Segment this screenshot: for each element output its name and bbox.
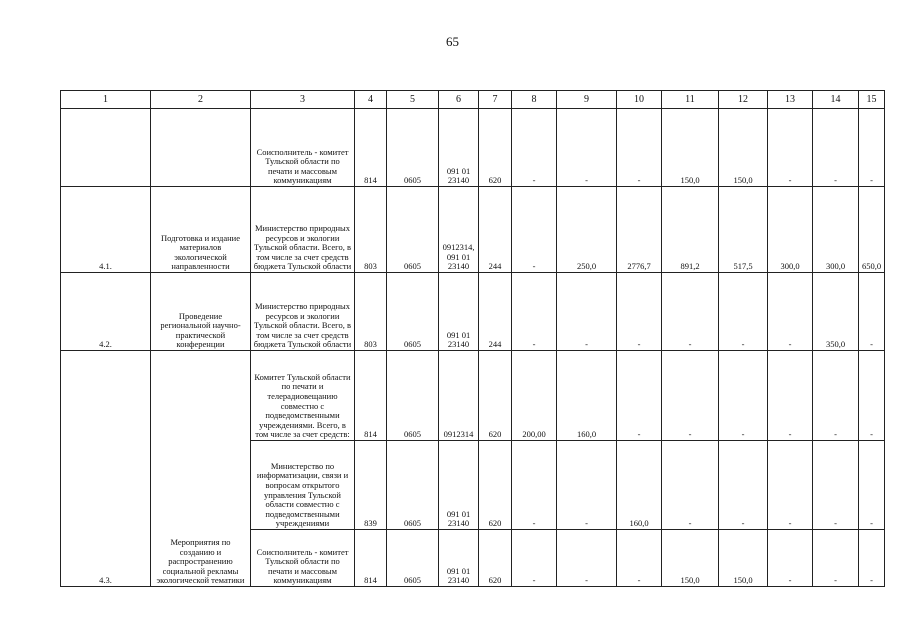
amount-cell: - bbox=[768, 530, 813, 587]
column-header: 10 bbox=[617, 91, 662, 109]
amount-cell: - bbox=[662, 441, 719, 530]
amount-cell: 160,0 bbox=[557, 351, 617, 441]
amount-cell: 160,0 bbox=[617, 441, 662, 530]
expense-type-cell: 620 bbox=[479, 351, 512, 441]
table-row bbox=[61, 351, 885, 441]
amount-cell: - bbox=[859, 441, 885, 530]
amount-cell: 300,0 bbox=[813, 187, 859, 273]
section-code-cell: 0605 bbox=[387, 273, 439, 351]
column-header: 5 bbox=[387, 91, 439, 109]
amount-cell: 150,0 bbox=[662, 109, 719, 187]
amount-cell: - bbox=[719, 351, 768, 441]
executor-cell: Соисполнитель - комитет Тульской области по печати и массовым коммуникациям bbox=[251, 109, 355, 187]
amount-cell: - bbox=[662, 273, 719, 351]
amount-cell: 891,2 bbox=[662, 187, 719, 273]
table-row bbox=[61, 109, 885, 187]
item-description-cell: Мероприятия по созданию и распространению социальной рекламы экологической тематики bbox=[151, 351, 251, 587]
item-description-cell: Подготовка и издание материалов экологической направленности bbox=[151, 187, 251, 273]
amount-cell: 300,0 bbox=[768, 187, 813, 273]
grbs-code-cell: 839 bbox=[355, 441, 387, 530]
amount-cell: - bbox=[859, 530, 885, 587]
expense-type-cell: 244 bbox=[479, 273, 512, 351]
amount-cell: - bbox=[557, 273, 617, 351]
section-code-cell: 0605 bbox=[387, 187, 439, 273]
section-code-cell: 0605 bbox=[387, 351, 439, 441]
amount-cell: - bbox=[617, 273, 662, 351]
item-description-cell: Проведение региональной научно-практической конференции bbox=[151, 273, 251, 351]
target-article-cell: 091 01 23140 bbox=[439, 273, 479, 351]
expense-type-cell: 620 bbox=[479, 530, 512, 587]
section-code-cell: 0605 bbox=[387, 441, 439, 530]
amount-cell: 517,5 bbox=[719, 187, 768, 273]
amount-cell: - bbox=[617, 351, 662, 441]
executor-cell: Министерство природных ресурсов и экологии Тульской области. Всего, в том числе за счет средств бюджета Тульской области bbox=[251, 187, 355, 273]
amount-cell: - bbox=[813, 530, 859, 587]
budget-table bbox=[60, 90, 885, 587]
grbs-code-cell: 814 bbox=[355, 109, 387, 187]
table-row bbox=[61, 273, 885, 351]
amount-cell: - bbox=[512, 530, 557, 587]
amount-cell: - bbox=[859, 109, 885, 187]
table-row bbox=[61, 187, 885, 273]
amount-cell: - bbox=[557, 530, 617, 587]
target-article-cell: 0912314 bbox=[439, 351, 479, 441]
column-header: 11 bbox=[662, 91, 719, 109]
column-header: 8 bbox=[512, 91, 557, 109]
column-header: 6 bbox=[439, 91, 479, 109]
grbs-code-cell: 803 bbox=[355, 273, 387, 351]
column-header: 9 bbox=[557, 91, 617, 109]
item-description-cell bbox=[151, 109, 251, 187]
amount-cell: - bbox=[512, 109, 557, 187]
amount-cell: - bbox=[557, 441, 617, 530]
amount-cell: - bbox=[617, 109, 662, 187]
target-article-cell: 091 01 23140 bbox=[439, 530, 479, 587]
amount-cell: - bbox=[813, 441, 859, 530]
grbs-code-cell: 814 bbox=[355, 351, 387, 441]
section-code-cell: 0605 bbox=[387, 109, 439, 187]
amount-cell: - bbox=[768, 441, 813, 530]
column-header: 12 bbox=[719, 91, 768, 109]
column-header: 13 bbox=[768, 91, 813, 109]
amount-cell: - bbox=[512, 441, 557, 530]
executor-cell: Министерство по информатизации, связи и вопросам открытого управления Тульской области совместно с подведомственными учреждениями bbox=[251, 441, 355, 530]
grbs-code-cell: 803 bbox=[355, 187, 387, 273]
section-code-cell: 0605 bbox=[387, 530, 439, 587]
executor-cell: Комитет Тульской области по печати и телерадиовещанию совместно с подведомственными учреждениями. Всего, в том числе за счет средств: bbox=[251, 351, 355, 441]
amount-cell: 2776,7 bbox=[617, 187, 662, 273]
target-article-cell: 091 01 23140 bbox=[439, 441, 479, 530]
column-header: 3 bbox=[251, 91, 355, 109]
amount-cell: 150,0 bbox=[662, 530, 719, 587]
amount-cell: 250,0 bbox=[557, 187, 617, 273]
amount-cell: - bbox=[617, 530, 662, 587]
page-number: 65 bbox=[446, 34, 459, 49]
column-header: 2 bbox=[151, 91, 251, 109]
target-article-cell: 091 01 23140 bbox=[439, 109, 479, 187]
column-header: 4 bbox=[355, 91, 387, 109]
item-number-cell: 4.2. bbox=[61, 273, 151, 351]
amount-cell: - bbox=[768, 109, 813, 187]
amount-cell: 200,00 bbox=[512, 351, 557, 441]
amount-cell: - bbox=[719, 441, 768, 530]
amount-cell: - bbox=[859, 273, 885, 351]
amount-cell: 350,0 bbox=[813, 273, 859, 351]
executor-cell: Министерство природных ресурсов и экологии Тульской области. Всего, в том числе за счет средств бюджета Тульской области bbox=[251, 273, 355, 351]
amount-cell: - bbox=[813, 351, 859, 441]
amount-cell: - bbox=[719, 273, 768, 351]
amount-cell: 650,0 bbox=[859, 187, 885, 273]
item-number-cell: 4.3. bbox=[61, 351, 151, 587]
expense-type-cell: 244 bbox=[479, 187, 512, 273]
amount-cell: - bbox=[512, 273, 557, 351]
amount-cell: - bbox=[768, 273, 813, 351]
amount-cell: 150,0 bbox=[719, 109, 768, 187]
item-number-cell bbox=[61, 109, 151, 187]
amount-cell: - bbox=[813, 109, 859, 187]
table-body bbox=[61, 91, 885, 587]
column-header: 1 bbox=[61, 91, 151, 109]
amount-cell: - bbox=[662, 351, 719, 441]
column-header: 14 bbox=[813, 91, 859, 109]
expense-type-cell: 620 bbox=[479, 441, 512, 530]
amount-cell: - bbox=[557, 109, 617, 187]
amount-cell: - bbox=[768, 351, 813, 441]
executor-cell: Соисполнитель - комитет Тульской области по печати и массовым коммуникациям bbox=[251, 530, 355, 587]
amount-cell: - bbox=[512, 187, 557, 273]
amount-cell: 150,0 bbox=[719, 530, 768, 587]
column-header: 15 bbox=[859, 91, 885, 109]
amount-cell: - bbox=[859, 351, 885, 441]
column-header: 7 bbox=[479, 91, 512, 109]
grbs-code-cell: 814 bbox=[355, 530, 387, 587]
target-article-cell: 0912314, 091 01 23140 bbox=[439, 187, 479, 273]
item-number-cell: 4.1. bbox=[61, 187, 151, 273]
header-row bbox=[61, 91, 885, 109]
expense-type-cell: 620 bbox=[479, 109, 512, 187]
